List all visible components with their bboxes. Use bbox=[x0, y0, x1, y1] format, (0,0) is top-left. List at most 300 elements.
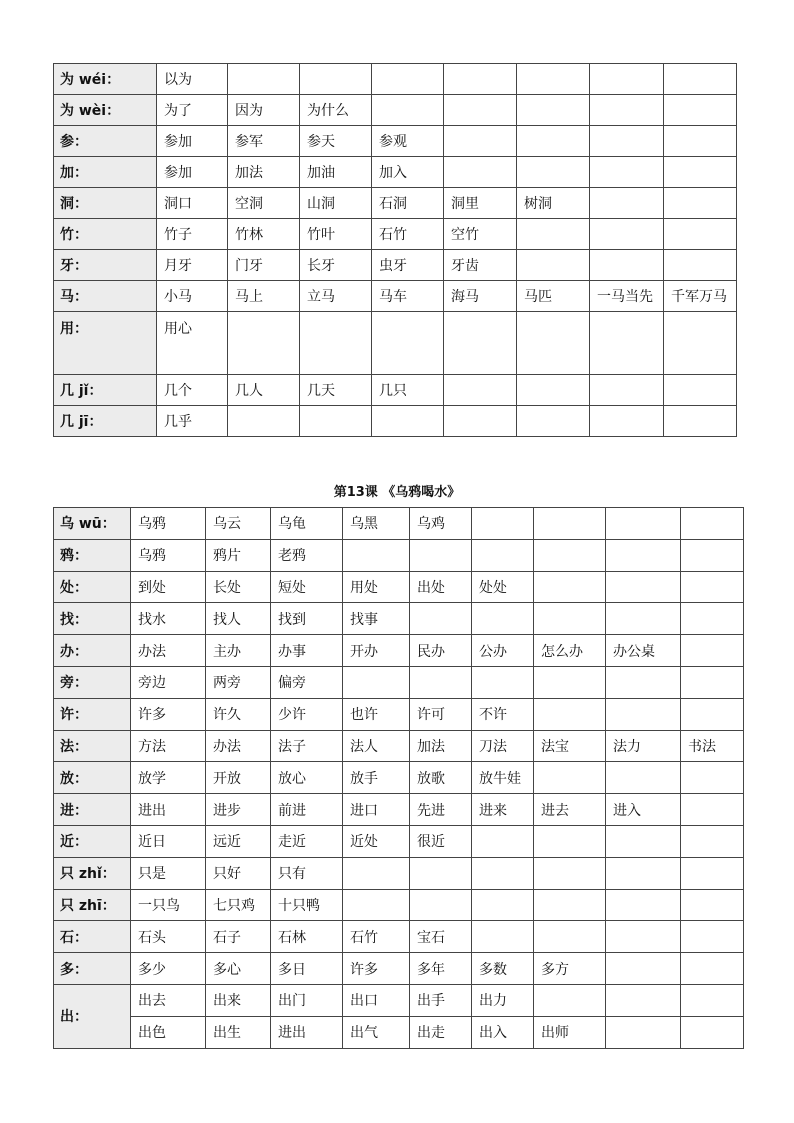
word-cell: 许久 bbox=[206, 698, 271, 730]
word-cell: 石洞 bbox=[372, 188, 444, 219]
table-row bbox=[54, 603, 744, 635]
word-cell bbox=[472, 857, 534, 889]
word-cell bbox=[681, 857, 744, 889]
word-cell: 一马当先 bbox=[590, 281, 664, 312]
row-header: 近： bbox=[54, 825, 131, 857]
word-cell: 找到 bbox=[271, 603, 343, 635]
word-cell bbox=[534, 921, 606, 953]
word-cell bbox=[590, 219, 664, 250]
word-cell: 老鸦 bbox=[271, 539, 343, 571]
word-cell: 出走 bbox=[410, 1016, 472, 1048]
word-cell: 因为 bbox=[228, 95, 300, 126]
word-cell bbox=[606, 508, 681, 540]
word-cell: 竹叶 bbox=[300, 219, 372, 250]
word-cell bbox=[664, 157, 737, 188]
word-cell bbox=[606, 984, 681, 1016]
word-cell: 只是 bbox=[131, 857, 206, 889]
word-cell bbox=[472, 666, 534, 698]
row-header: 为 wéi： bbox=[54, 64, 157, 95]
word-cell bbox=[664, 219, 737, 250]
word-cell bbox=[681, 603, 744, 635]
word-cell bbox=[444, 64, 517, 95]
word-cell: 找人 bbox=[206, 603, 271, 635]
word-cell: 用处 bbox=[343, 571, 410, 603]
row-header: 牙： bbox=[54, 250, 157, 281]
word-cell bbox=[372, 64, 444, 95]
word-cell: 放学 bbox=[131, 762, 206, 794]
word-cell: 几乎 bbox=[157, 406, 228, 437]
word-cell: 出去 bbox=[131, 984, 206, 1016]
word-cell bbox=[228, 406, 300, 437]
word-cell: 石林 bbox=[271, 921, 343, 953]
word-cell: 放手 bbox=[343, 762, 410, 794]
word-cell bbox=[606, 571, 681, 603]
word-cell bbox=[590, 157, 664, 188]
word-cell: 鸦片 bbox=[206, 539, 271, 571]
word-cell bbox=[681, 921, 744, 953]
word-cell: 石竹 bbox=[372, 219, 444, 250]
table-row bbox=[54, 250, 737, 281]
word-cell: 也许 bbox=[343, 698, 410, 730]
word-cell bbox=[681, 889, 744, 921]
word-cell bbox=[517, 312, 590, 375]
word-cell bbox=[410, 539, 472, 571]
word-cell: 长牙 bbox=[300, 250, 372, 281]
word-cell: 进去 bbox=[534, 794, 606, 826]
word-cell: 前进 bbox=[271, 794, 343, 826]
word-cell: 公办 bbox=[472, 635, 534, 667]
word-cell bbox=[444, 157, 517, 188]
table-row bbox=[54, 889, 744, 921]
word-cell bbox=[590, 95, 664, 126]
word-cell bbox=[534, 698, 606, 730]
word-cell bbox=[590, 188, 664, 219]
table-row bbox=[54, 857, 744, 889]
word-cell: 参观 bbox=[372, 126, 444, 157]
word-cell: 找水 bbox=[131, 603, 206, 635]
word-cell: 法子 bbox=[271, 730, 343, 762]
row-header: 进： bbox=[54, 794, 131, 826]
table-row bbox=[54, 188, 737, 219]
word-cell bbox=[681, 794, 744, 826]
word-cell bbox=[472, 539, 534, 571]
word-cell: 民办 bbox=[410, 635, 472, 667]
word-cell bbox=[681, 571, 744, 603]
word-cell bbox=[343, 539, 410, 571]
word-cell: 长处 bbox=[206, 571, 271, 603]
word-cell: 只有 bbox=[271, 857, 343, 889]
word-cell: 为了 bbox=[157, 95, 228, 126]
word-cell bbox=[606, 889, 681, 921]
word-cell: 少许 bbox=[271, 698, 343, 730]
word-cell: 门牙 bbox=[228, 250, 300, 281]
word-cell bbox=[410, 666, 472, 698]
word-cell: 七只鸡 bbox=[206, 889, 271, 921]
word-cell bbox=[472, 825, 534, 857]
word-cell bbox=[681, 508, 744, 540]
word-cell bbox=[664, 95, 737, 126]
word-cell: 树洞 bbox=[517, 188, 590, 219]
word-cell: 书法 bbox=[681, 730, 744, 762]
word-cell: 海马 bbox=[444, 281, 517, 312]
word-cell: 到处 bbox=[131, 571, 206, 603]
row-header: 多： bbox=[54, 953, 131, 985]
word-cell bbox=[472, 921, 534, 953]
word-cell: 处处 bbox=[472, 571, 534, 603]
word-cell bbox=[681, 1016, 744, 1048]
word-cell: 加入 bbox=[372, 157, 444, 188]
word-cell: 乌黑 bbox=[343, 508, 410, 540]
word-cell: 空竹 bbox=[444, 219, 517, 250]
word-cell: 乌龟 bbox=[271, 508, 343, 540]
word-cell bbox=[681, 984, 744, 1016]
word-cell bbox=[444, 406, 517, 437]
word-cell: 乌鸦 bbox=[131, 539, 206, 571]
word-cell: 竹林 bbox=[228, 219, 300, 250]
word-cell: 马匹 bbox=[517, 281, 590, 312]
word-cell bbox=[664, 375, 737, 406]
word-cell bbox=[534, 857, 606, 889]
word-cell: 出入 bbox=[472, 1016, 534, 1048]
word-cell: 虫牙 bbox=[372, 250, 444, 281]
word-cell bbox=[534, 571, 606, 603]
word-cell: 开放 bbox=[206, 762, 271, 794]
word-cell bbox=[681, 762, 744, 794]
word-cell bbox=[606, 762, 681, 794]
word-cell: 许可 bbox=[410, 698, 472, 730]
row-header: 办： bbox=[54, 635, 131, 667]
word-cell bbox=[534, 508, 606, 540]
table-row bbox=[54, 375, 737, 406]
word-cell: 参天 bbox=[300, 126, 372, 157]
word-cell: 办公桌 bbox=[606, 635, 681, 667]
word-cell: 出口 bbox=[343, 984, 410, 1016]
word-cell: 出手 bbox=[410, 984, 472, 1016]
word-cell: 立马 bbox=[300, 281, 372, 312]
word-cell: 出门 bbox=[271, 984, 343, 1016]
row-header: 用： bbox=[54, 312, 157, 375]
word-cell bbox=[664, 406, 737, 437]
word-cell bbox=[590, 312, 664, 375]
word-cell: 偏旁 bbox=[271, 666, 343, 698]
word-cell: 进出 bbox=[271, 1016, 343, 1048]
word-cell: 加油 bbox=[300, 157, 372, 188]
table-row bbox=[54, 698, 744, 730]
word-cell: 月牙 bbox=[157, 250, 228, 281]
row-header: 乌 wū： bbox=[54, 508, 131, 540]
table-row bbox=[54, 126, 737, 157]
row-header: 洞： bbox=[54, 188, 157, 219]
word-cell: 马车 bbox=[372, 281, 444, 312]
row-header: 法： bbox=[54, 730, 131, 762]
word-cell: 洞里 bbox=[444, 188, 517, 219]
word-cell: 出色 bbox=[131, 1016, 206, 1048]
word-cell bbox=[228, 312, 300, 375]
word-cell: 出来 bbox=[206, 984, 271, 1016]
row-header: 石： bbox=[54, 921, 131, 953]
word-cell bbox=[517, 64, 590, 95]
table-row bbox=[54, 984, 744, 1016]
row-header: 鸦： bbox=[54, 539, 131, 571]
word-cell bbox=[664, 188, 737, 219]
row-header: 几 jǐ： bbox=[54, 375, 157, 406]
word-cell bbox=[606, 921, 681, 953]
table-row bbox=[54, 571, 744, 603]
word-cell: 几人 bbox=[228, 375, 300, 406]
word-cell: 乌鸦 bbox=[131, 508, 206, 540]
word-cell bbox=[343, 889, 410, 921]
word-cell bbox=[410, 857, 472, 889]
word-cell bbox=[590, 250, 664, 281]
word-cell bbox=[517, 219, 590, 250]
word-cell: 远近 bbox=[206, 825, 271, 857]
word-cell bbox=[534, 603, 606, 635]
word-cell bbox=[517, 126, 590, 157]
word-cell bbox=[590, 126, 664, 157]
word-cell: 办法 bbox=[131, 635, 206, 667]
word-cell: 只好 bbox=[206, 857, 271, 889]
word-cell: 多心 bbox=[206, 953, 271, 985]
vocabulary-table-1 bbox=[53, 63, 737, 437]
word-cell: 乌鸡 bbox=[410, 508, 472, 540]
word-cell: 找事 bbox=[343, 603, 410, 635]
word-cell bbox=[300, 406, 372, 437]
table-row bbox=[54, 312, 737, 375]
word-cell bbox=[664, 126, 737, 157]
word-cell: 办法 bbox=[206, 730, 271, 762]
word-cell: 法宝 bbox=[534, 730, 606, 762]
word-cell: 放歌 bbox=[410, 762, 472, 794]
table-row bbox=[54, 406, 737, 437]
word-cell: 一只鸟 bbox=[131, 889, 206, 921]
word-cell: 放牛娃 bbox=[472, 762, 534, 794]
word-cell: 开办 bbox=[343, 635, 410, 667]
row-header: 旁： bbox=[54, 666, 131, 698]
word-cell: 空洞 bbox=[228, 188, 300, 219]
word-cell bbox=[681, 953, 744, 985]
word-cell: 用心 bbox=[157, 312, 228, 375]
word-cell: 法力 bbox=[606, 730, 681, 762]
word-cell bbox=[410, 889, 472, 921]
word-cell: 多方 bbox=[534, 953, 606, 985]
word-cell: 洞口 bbox=[157, 188, 228, 219]
word-cell: 许多 bbox=[343, 953, 410, 985]
lesson-title: 第13课 《乌鸦喝水》 bbox=[333, 485, 461, 500]
word-cell bbox=[681, 698, 744, 730]
word-cell bbox=[472, 508, 534, 540]
word-cell bbox=[606, 953, 681, 985]
word-cell bbox=[534, 984, 606, 1016]
word-cell: 进来 bbox=[472, 794, 534, 826]
row-header: 马： bbox=[54, 281, 157, 312]
row-header: 处： bbox=[54, 571, 131, 603]
word-cell: 参军 bbox=[228, 126, 300, 157]
word-cell: 加法 bbox=[410, 730, 472, 762]
word-cell: 进口 bbox=[343, 794, 410, 826]
table-row bbox=[54, 508, 744, 540]
word-cell bbox=[664, 64, 737, 95]
word-cell: 参加 bbox=[157, 157, 228, 188]
word-cell bbox=[372, 406, 444, 437]
word-cell: 竹子 bbox=[157, 219, 228, 250]
row-header: 出： bbox=[54, 984, 131, 1048]
table-row bbox=[54, 539, 744, 571]
word-cell: 乌云 bbox=[206, 508, 271, 540]
word-cell: 石子 bbox=[206, 921, 271, 953]
row-header: 只 zhī： bbox=[54, 889, 131, 921]
word-cell: 牙齿 bbox=[444, 250, 517, 281]
word-cell bbox=[606, 1016, 681, 1048]
word-cell bbox=[534, 539, 606, 571]
word-cell: 参加 bbox=[157, 126, 228, 157]
word-cell: 石头 bbox=[131, 921, 206, 953]
row-header: 只 zhǐ： bbox=[54, 857, 131, 889]
word-cell bbox=[606, 603, 681, 635]
word-cell bbox=[517, 250, 590, 281]
word-cell: 多年 bbox=[410, 953, 472, 985]
word-cell bbox=[444, 312, 517, 375]
word-cell bbox=[372, 312, 444, 375]
word-cell: 出生 bbox=[206, 1016, 271, 1048]
word-cell bbox=[517, 95, 590, 126]
word-cell bbox=[372, 95, 444, 126]
table1-body bbox=[54, 64, 737, 437]
table-row bbox=[54, 794, 744, 826]
word-cell bbox=[606, 857, 681, 889]
word-cell: 山洞 bbox=[300, 188, 372, 219]
table-row bbox=[54, 635, 744, 667]
word-cell bbox=[517, 375, 590, 406]
word-cell: 进入 bbox=[606, 794, 681, 826]
word-cell: 短处 bbox=[271, 571, 343, 603]
word-cell bbox=[472, 603, 534, 635]
word-cell bbox=[517, 157, 590, 188]
word-cell: 办事 bbox=[271, 635, 343, 667]
word-cell: 刀法 bbox=[472, 730, 534, 762]
word-cell bbox=[534, 762, 606, 794]
word-cell: 小马 bbox=[157, 281, 228, 312]
word-cell bbox=[681, 635, 744, 667]
word-cell: 几天 bbox=[300, 375, 372, 406]
row-header: 参： bbox=[54, 126, 157, 157]
word-cell bbox=[606, 666, 681, 698]
word-cell: 多数 bbox=[472, 953, 534, 985]
table-row bbox=[54, 281, 737, 312]
word-cell bbox=[534, 666, 606, 698]
word-cell: 马上 bbox=[228, 281, 300, 312]
word-cell: 出力 bbox=[472, 984, 534, 1016]
word-cell bbox=[590, 64, 664, 95]
table-row bbox=[54, 1016, 744, 1048]
word-cell bbox=[472, 889, 534, 921]
word-cell: 近日 bbox=[131, 825, 206, 857]
table-row bbox=[54, 95, 737, 126]
word-cell bbox=[444, 95, 517, 126]
table-row bbox=[54, 953, 744, 985]
word-cell bbox=[343, 857, 410, 889]
row-header: 找： bbox=[54, 603, 131, 635]
word-cell bbox=[606, 698, 681, 730]
word-cell bbox=[444, 375, 517, 406]
word-cell bbox=[534, 825, 606, 857]
word-cell: 进出 bbox=[131, 794, 206, 826]
word-cell: 以为 bbox=[157, 64, 228, 95]
row-header: 竹： bbox=[54, 219, 157, 250]
word-cell: 主办 bbox=[206, 635, 271, 667]
word-cell bbox=[300, 312, 372, 375]
word-cell bbox=[606, 539, 681, 571]
word-cell: 两旁 bbox=[206, 666, 271, 698]
word-cell: 很近 bbox=[410, 825, 472, 857]
table-row bbox=[54, 219, 737, 250]
word-cell: 出处 bbox=[410, 571, 472, 603]
word-cell bbox=[664, 312, 737, 375]
word-cell: 几只 bbox=[372, 375, 444, 406]
word-cell bbox=[681, 539, 744, 571]
word-cell: 旁边 bbox=[131, 666, 206, 698]
word-cell bbox=[410, 603, 472, 635]
word-cell: 加法 bbox=[228, 157, 300, 188]
word-cell: 千军万马 bbox=[664, 281, 737, 312]
table2-body bbox=[54, 508, 744, 1049]
row-header: 加： bbox=[54, 157, 157, 188]
word-cell bbox=[444, 126, 517, 157]
word-cell: 几个 bbox=[157, 375, 228, 406]
word-cell: 近处 bbox=[343, 825, 410, 857]
table-row bbox=[54, 64, 737, 95]
word-cell bbox=[590, 406, 664, 437]
word-cell: 宝石 bbox=[410, 921, 472, 953]
word-cell: 放心 bbox=[271, 762, 343, 794]
word-cell bbox=[664, 250, 737, 281]
word-cell: 怎么办 bbox=[534, 635, 606, 667]
word-cell: 走近 bbox=[271, 825, 343, 857]
word-cell: 出师 bbox=[534, 1016, 606, 1048]
word-cell: 先进 bbox=[410, 794, 472, 826]
word-cell bbox=[228, 64, 300, 95]
vocabulary-table-2 bbox=[53, 507, 744, 1049]
word-cell bbox=[343, 666, 410, 698]
word-cell bbox=[517, 406, 590, 437]
word-cell: 方法 bbox=[131, 730, 206, 762]
word-cell: 出气 bbox=[343, 1016, 410, 1048]
word-cell bbox=[681, 666, 744, 698]
word-cell bbox=[534, 889, 606, 921]
word-cell bbox=[590, 375, 664, 406]
word-cell: 进步 bbox=[206, 794, 271, 826]
word-cell: 多日 bbox=[271, 953, 343, 985]
table-row bbox=[54, 921, 744, 953]
word-cell: 法人 bbox=[343, 730, 410, 762]
word-cell: 石竹 bbox=[343, 921, 410, 953]
word-cell bbox=[681, 825, 744, 857]
table-row bbox=[54, 730, 744, 762]
row-header: 为 wèi： bbox=[54, 95, 157, 126]
word-cell: 十只鸭 bbox=[271, 889, 343, 921]
row-header: 许： bbox=[54, 698, 131, 730]
word-cell bbox=[300, 64, 372, 95]
word-cell: 许多 bbox=[131, 698, 206, 730]
table-row bbox=[54, 157, 737, 188]
word-cell: 不许 bbox=[472, 698, 534, 730]
table-row bbox=[54, 666, 744, 698]
table-row bbox=[54, 762, 744, 794]
word-cell: 多少 bbox=[131, 953, 206, 985]
table-row bbox=[54, 825, 744, 857]
word-cell: 为什么 bbox=[300, 95, 372, 126]
row-header: 几 jī： bbox=[54, 406, 157, 437]
row-header: 放： bbox=[54, 762, 131, 794]
